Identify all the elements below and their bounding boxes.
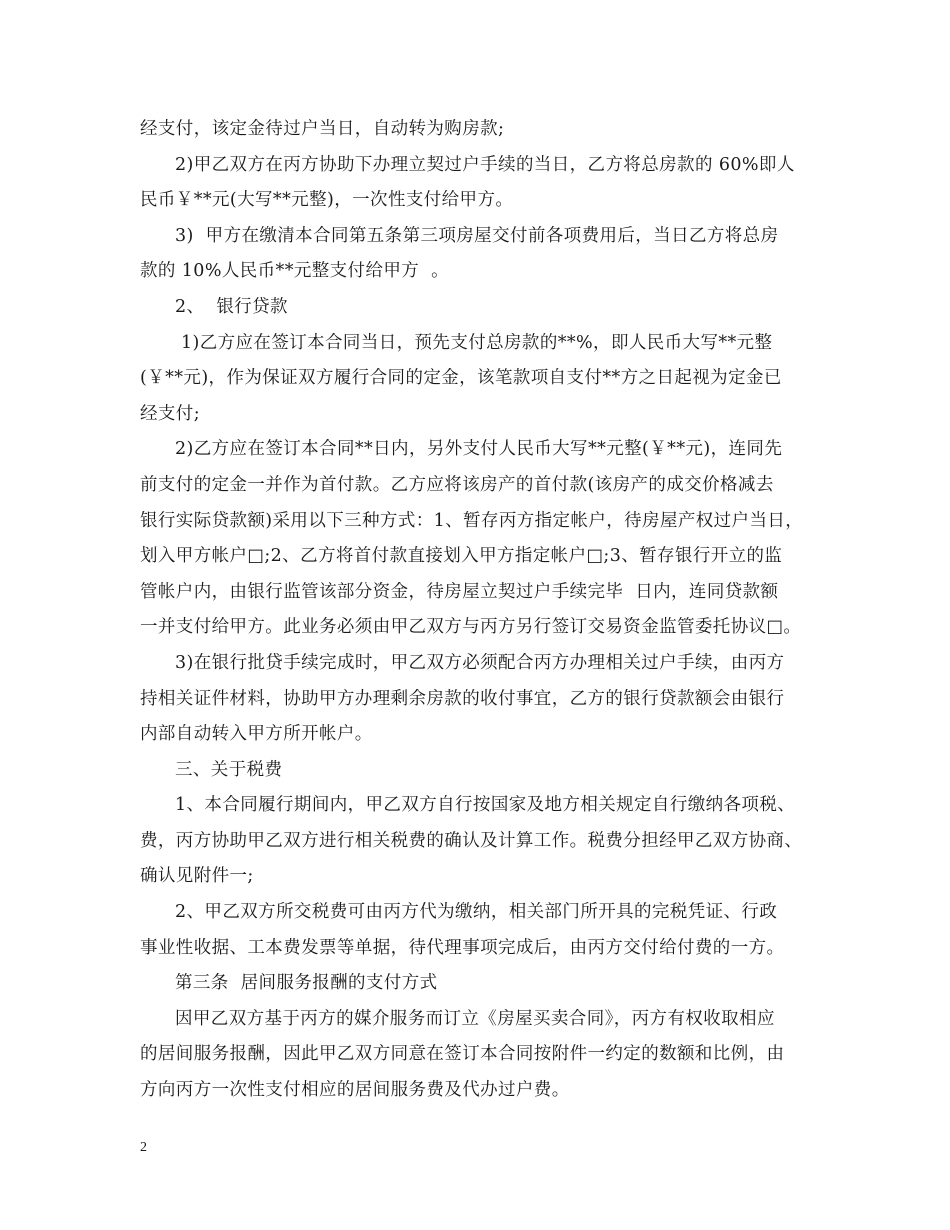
text-line: 因甲乙双方基于丙方的媒介服务而订立《房屋买卖合同》，丙方有权收取相应	[175, 1008, 775, 1029]
text-line: 3)在银行批贷手续完成时，甲乙双方必须配合丙方办理相关过户手续，由丙方	[175, 652, 785, 673]
text-line: 方向丙方一次性支付相应的居间服务费及代办过户费。	[140, 1080, 570, 1101]
text-line: 内部自动转入甲方所开帐户。	[140, 724, 373, 745]
text-line: 银行实际贷款额)采用以下三种方式：1、暂存丙方指定帐户，待房屋产权过户当日，	[140, 510, 804, 531]
text-line: 的居间服务报酬，因此甲乙双方同意在签订本合同按附件一约定的数额和比例，由	[140, 1044, 785, 1065]
text-line: 费，丙方协助甲乙双方进行相关税费的确认及计算工作。税费分担经甲乙双方协商、	[140, 830, 803, 851]
text-line: 经支付;	[140, 403, 200, 424]
text-line: (￥**元)，作为保证双方履行合同的定金，该笔款项自支付**方之日起视为定金已	[140, 368, 782, 389]
page-number: 2	[140, 1140, 147, 1155]
text-line: 前支付的定金一并作为首付款。乙方应将该房产的首付款(该房产的成交价格减去	[140, 474, 774, 495]
section-heading: 三、关于税费	[175, 759, 283, 780]
text-line: 持相关证件材料，协助甲方办理剩余房款的收付事宜，乙方的银行贷款额会由银行	[140, 688, 785, 709]
text-line: 2、甲乙双方所交税费可由丙方代为缴纳，相关部门所开具的完税凭证、行政	[175, 902, 778, 923]
text-line: 经支付，该定金待过户当日，自动转为购房款;	[140, 119, 505, 139]
text-line: 事业性收据、工本费发票等单据，待代理事项完成后，由丙方交付给付费的一方。	[140, 937, 785, 958]
section-heading: 第三条 居间服务报酬的支付方式	[175, 973, 438, 994]
document-body	[140, 112, 820, 1109]
text-line: 确认见附件一;	[140, 866, 254, 887]
text-line: 管帐户内，由银行监管该部分资金，待房屋立契过户手续完毕 日内，连同贷款额	[140, 581, 779, 602]
section-heading: 2、 银行贷款	[175, 296, 288, 317]
text-line: 一并支付给甲方。此业务必须由甲乙双方与丙方另行签订交易资金监管委托协议□。	[140, 617, 802, 638]
text-line: 1、本合同履行期间内，甲乙双方自行按国家及地方相关规定自行缴纳各项税、	[175, 795, 796, 816]
text-line: 2)乙方应在签订本合同**日内，另外支付人民币大写**元整(￥**元)，连同先	[175, 439, 783, 460]
text-line: 2)甲乙双方在丙方协助下办理立契过户手续的当日，乙方将总房款的 60%即人	[175, 154, 795, 175]
text-line: 划入甲方帐户□;2、乙方将首付款直接划入甲方指定帐户□;3、暂存银行开立的监	[140, 546, 783, 567]
text-line: 1)乙方应在签订本合同当日，预先支付总房款的**%，即人民币大写**元整	[175, 332, 773, 353]
text-line: 款的 10%人民币**元整支付给甲方 。	[140, 261, 449, 282]
text-line: 3) 甲方在缴清本合同第五条第三项房屋交付前各项费用后，当日乙方将总房	[175, 225, 779, 246]
text-line: 民币￥**元(大写**元整)，一次性支付给甲方。	[140, 190, 514, 211]
